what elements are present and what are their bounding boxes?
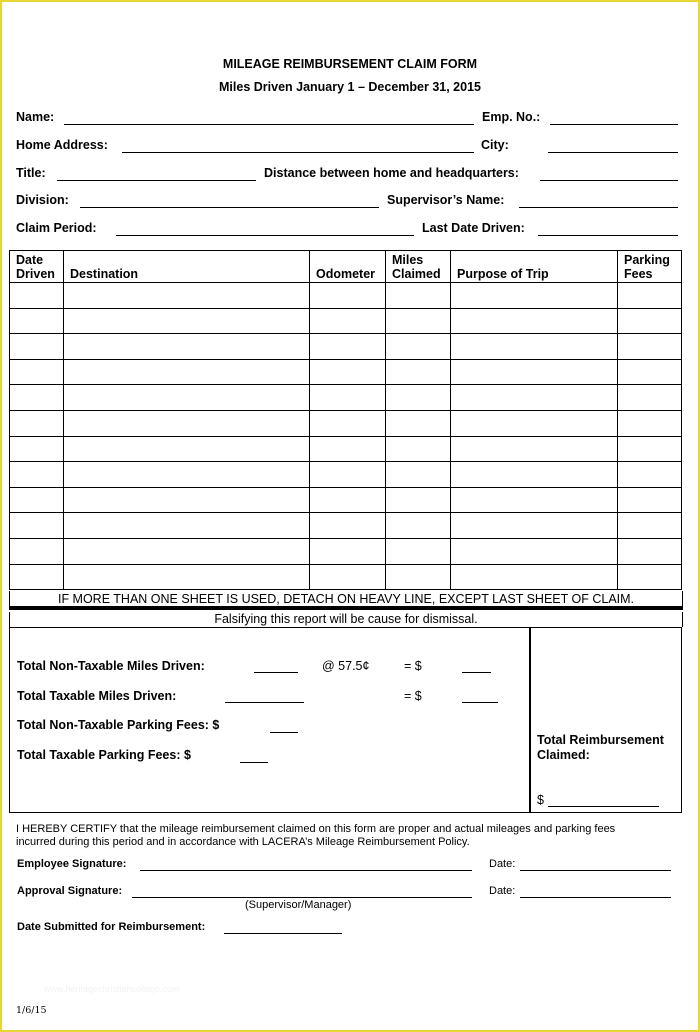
- distance-label: Distance between home and headquarters:: [264, 166, 519, 180]
- cell-purpose-of-trip[interactable]: [451, 436, 618, 462]
- cell-odometer[interactable]: [310, 564, 386, 590]
- cell-odometer[interactable]: [310, 462, 386, 488]
- cell-date-driven[interactable]: [10, 436, 64, 462]
- certification-text: I HEREBY CERTIFY that the mileage reimbursement claimed on this form are proper and actual mileages and parking fees incurred during this period and in accordance with LACERA’s Mileage Reimbursement Policy.: [16, 823, 616, 848]
- mileage-rate: @ 57.5¢: [322, 659, 370, 673]
- cell-date-driven[interactable]: [10, 283, 64, 309]
- cell-miles-claimed[interactable]: [386, 436, 451, 462]
- cell-purpose-of-trip[interactable]: [451, 385, 618, 411]
- trip-log-table: [9, 250, 682, 590]
- cell-date-driven[interactable]: [10, 538, 64, 564]
- table-row: [10, 283, 682, 309]
- approval-signature-label: Approval Signature:: [17, 885, 123, 897]
- cell-miles-claimed[interactable]: [386, 462, 451, 488]
- cell-miles-claimed[interactable]: [386, 513, 451, 539]
- cell-parking-fees[interactable]: [618, 538, 682, 564]
- cell-destination[interactable]: [64, 385, 310, 411]
- cell-miles-claimed[interactable]: [386, 538, 451, 564]
- cell-date-driven[interactable]: [10, 564, 64, 590]
- cell-destination[interactable]: [64, 513, 310, 539]
- cell-destination[interactable]: [64, 538, 310, 564]
- total-reimbursement-label-2: Claimed:: [537, 748, 590, 762]
- reimbursement-box: [529, 627, 682, 813]
- employee-signature-label: Employee Signature:: [17, 858, 127, 870]
- home-address-field[interactable]: [122, 152, 474, 153]
- cell-date-driven[interactable]: [10, 410, 64, 436]
- taxable-parking-field[interactable]: [240, 762, 268, 763]
- cell-purpose-of-trip[interactable]: [451, 513, 618, 539]
- col-odometer: Odometer: [310, 251, 386, 283]
- cell-purpose-of-trip[interactable]: [451, 334, 618, 360]
- cell-parking-fees[interactable]: [618, 513, 682, 539]
- cell-date-driven[interactable]: [10, 359, 64, 385]
- cell-purpose-of-trip[interactable]: [451, 283, 618, 309]
- approval-date-field[interactable]: [520, 897, 671, 898]
- cell-parking-fees[interactable]: [618, 385, 682, 411]
- cell-purpose-of-trip[interactable]: [451, 359, 618, 385]
- non-taxable-miles-label: Total Non-Taxable Miles Driven:: [17, 659, 205, 673]
- table-row: [10, 513, 682, 539]
- cell-odometer[interactable]: [310, 436, 386, 462]
- approval-date-label: Date:: [489, 885, 516, 897]
- col-miles-claimed: Miles Claimed: [386, 251, 451, 283]
- cell-parking-fees[interactable]: [618, 308, 682, 334]
- col-destination: Destination: [64, 251, 310, 283]
- non-taxable-parking-label: Total Non-Taxable Parking Fees: $: [17, 718, 220, 732]
- table-row: [10, 334, 682, 360]
- cell-purpose-of-trip[interactable]: [451, 538, 618, 564]
- cell-miles-claimed[interactable]: [386, 385, 451, 411]
- cell-date-driven[interactable]: [10, 385, 64, 411]
- form-subtitle: Miles Driven January 1 – December 31, 2015: [219, 80, 481, 94]
- cell-date-driven[interactable]: [10, 513, 64, 539]
- cell-purpose-of-trip[interactable]: [451, 564, 618, 590]
- table-header-row: [10, 251, 682, 283]
- title-label: Title:: [16, 166, 46, 180]
- cell-odometer[interactable]: [310, 385, 386, 411]
- cell-odometer[interactable]: [310, 308, 386, 334]
- employee-date-field[interactable]: [520, 870, 671, 871]
- table-row: [10, 436, 682, 462]
- equals-dollar-1: = $: [404, 659, 422, 673]
- cell-destination[interactable]: [64, 462, 310, 488]
- col-date-driven: Date Driven: [10, 251, 64, 283]
- last-date-driven-label: Last Date Driven:: [422, 221, 525, 235]
- falsify-notice: Falsifying this report will be cause for dismissal.: [9, 612, 683, 627]
- home-address-label: Home Address:: [16, 138, 108, 152]
- cell-parking-fees[interactable]: [618, 410, 682, 436]
- taxable-miles-field[interactable]: [225, 702, 304, 703]
- cell-miles-claimed[interactable]: [386, 283, 451, 309]
- cell-miles-claimed[interactable]: [386, 308, 451, 334]
- cell-parking-fees[interactable]: [618, 564, 682, 590]
- table-row: [10, 462, 682, 488]
- supervisor-name-field[interactable]: [519, 207, 678, 208]
- date-submitted-field[interactable]: [224, 933, 342, 934]
- col-parking-fees: Parking Fees: [618, 251, 682, 283]
- taxable-parking-label: Total Taxable Parking Fees: $: [17, 748, 191, 762]
- cell-odometer[interactable]: [310, 410, 386, 436]
- name-label: Name:: [16, 110, 55, 124]
- cell-parking-fees[interactable]: [618, 487, 682, 513]
- cell-odometer[interactable]: [310, 538, 386, 564]
- non-taxable-amount-field[interactable]: [462, 672, 491, 673]
- taxable-miles-label: Total Taxable Miles Driven:: [17, 689, 177, 703]
- cell-odometer[interactable]: [310, 283, 386, 309]
- revision-date: 1/6/15: [16, 1005, 47, 1016]
- cell-miles-claimed[interactable]: [386, 410, 451, 436]
- heavy-detach-line: [9, 606, 683, 610]
- last-date-driven-field[interactable]: [538, 235, 678, 236]
- total-reimbursement-field[interactable]: [548, 806, 659, 807]
- approval-signature-field[interactable]: [132, 897, 472, 898]
- cell-miles-claimed[interactable]: [386, 359, 451, 385]
- cell-purpose-of-trip[interactable]: [451, 410, 618, 436]
- cell-date-driven[interactable]: [10, 308, 64, 334]
- cell-parking-fees[interactable]: [618, 462, 682, 488]
- city-label: City:: [481, 138, 509, 152]
- employee-signature-field[interactable]: [140, 870, 472, 871]
- cell-odometer[interactable]: [310, 513, 386, 539]
- cell-miles-claimed[interactable]: [386, 487, 451, 513]
- cell-destination[interactable]: [64, 436, 310, 462]
- table-row: [10, 564, 682, 590]
- name-field[interactable]: [64, 124, 474, 125]
- watermark-text: www.heritagechristiancollege.com: [44, 984, 180, 994]
- form-title: MILEAGE REIMBURSEMENT CLAIM FORM: [222, 57, 478, 71]
- supervisor-manager-note: (Supervisor/Manager): [245, 899, 352, 911]
- reimbursement-dollar: $: [537, 793, 544, 807]
- emp-no-field[interactable]: [550, 124, 678, 125]
- date-submitted-label: Date Submitted for Reimbursement:: [17, 921, 206, 933]
- cell-parking-fees[interactable]: [618, 334, 682, 360]
- cell-parking-fees[interactable]: [618, 436, 682, 462]
- table-row: [10, 410, 682, 436]
- cell-purpose-of-trip[interactable]: [451, 308, 618, 334]
- table-row: [10, 538, 682, 564]
- non-taxable-parking-field[interactable]: [270, 732, 298, 733]
- claim-period-field[interactable]: [116, 235, 414, 236]
- col-purpose-of-trip: Purpose of Trip: [451, 251, 618, 283]
- cell-parking-fees[interactable]: [618, 283, 682, 309]
- cell-miles-claimed[interactable]: [386, 564, 451, 590]
- total-reimbursement-label-1: Total Reimbursement: [537, 733, 664, 747]
- non-taxable-miles-field[interactable]: [254, 672, 298, 673]
- cell-destination[interactable]: [64, 564, 310, 590]
- taxable-amount-field[interactable]: [462, 702, 498, 703]
- cell-date-driven[interactable]: [10, 462, 64, 488]
- table-row: [10, 385, 682, 411]
- cell-parking-fees[interactable]: [618, 359, 682, 385]
- city-field[interactable]: [548, 152, 678, 153]
- division-field[interactable]: [80, 207, 379, 208]
- table-row: [10, 359, 682, 385]
- cell-destination[interactable]: [64, 334, 310, 360]
- claim-period-label: Claim Period:: [16, 221, 97, 235]
- cell-destination[interactable]: [64, 410, 310, 436]
- title-field[interactable]: [57, 180, 256, 181]
- emp-no-label: Emp. No.:: [482, 110, 541, 124]
- cell-odometer[interactable]: [310, 359, 386, 385]
- cell-date-driven[interactable]: [10, 487, 64, 513]
- cell-purpose-of-trip[interactable]: [451, 462, 618, 488]
- cell-destination[interactable]: [64, 487, 310, 513]
- equals-dollar-2: = $: [404, 689, 422, 703]
- cell-date-driven[interactable]: [10, 334, 64, 360]
- table-row: [10, 487, 682, 513]
- supervisor-name-label: Supervisor’s Name:: [387, 193, 505, 207]
- distance-field[interactable]: [540, 180, 678, 181]
- detach-notice: IF MORE THAN ONE SHEET IS USED, DETACH ON HEAVY LINE, EXCEPT LAST SHEET OF CLAIM.: [9, 591, 683, 607]
- cell-odometer[interactable]: [310, 487, 386, 513]
- division-label: Division:: [16, 193, 69, 207]
- cell-destination[interactable]: [64, 308, 310, 334]
- cell-purpose-of-trip[interactable]: [451, 487, 618, 513]
- cell-odometer[interactable]: [310, 334, 386, 360]
- cell-destination[interactable]: [64, 283, 310, 309]
- cell-destination[interactable]: [64, 359, 310, 385]
- table-row: [10, 308, 682, 334]
- employee-date-label: Date:: [489, 858, 516, 870]
- cell-miles-claimed[interactable]: [386, 334, 451, 360]
